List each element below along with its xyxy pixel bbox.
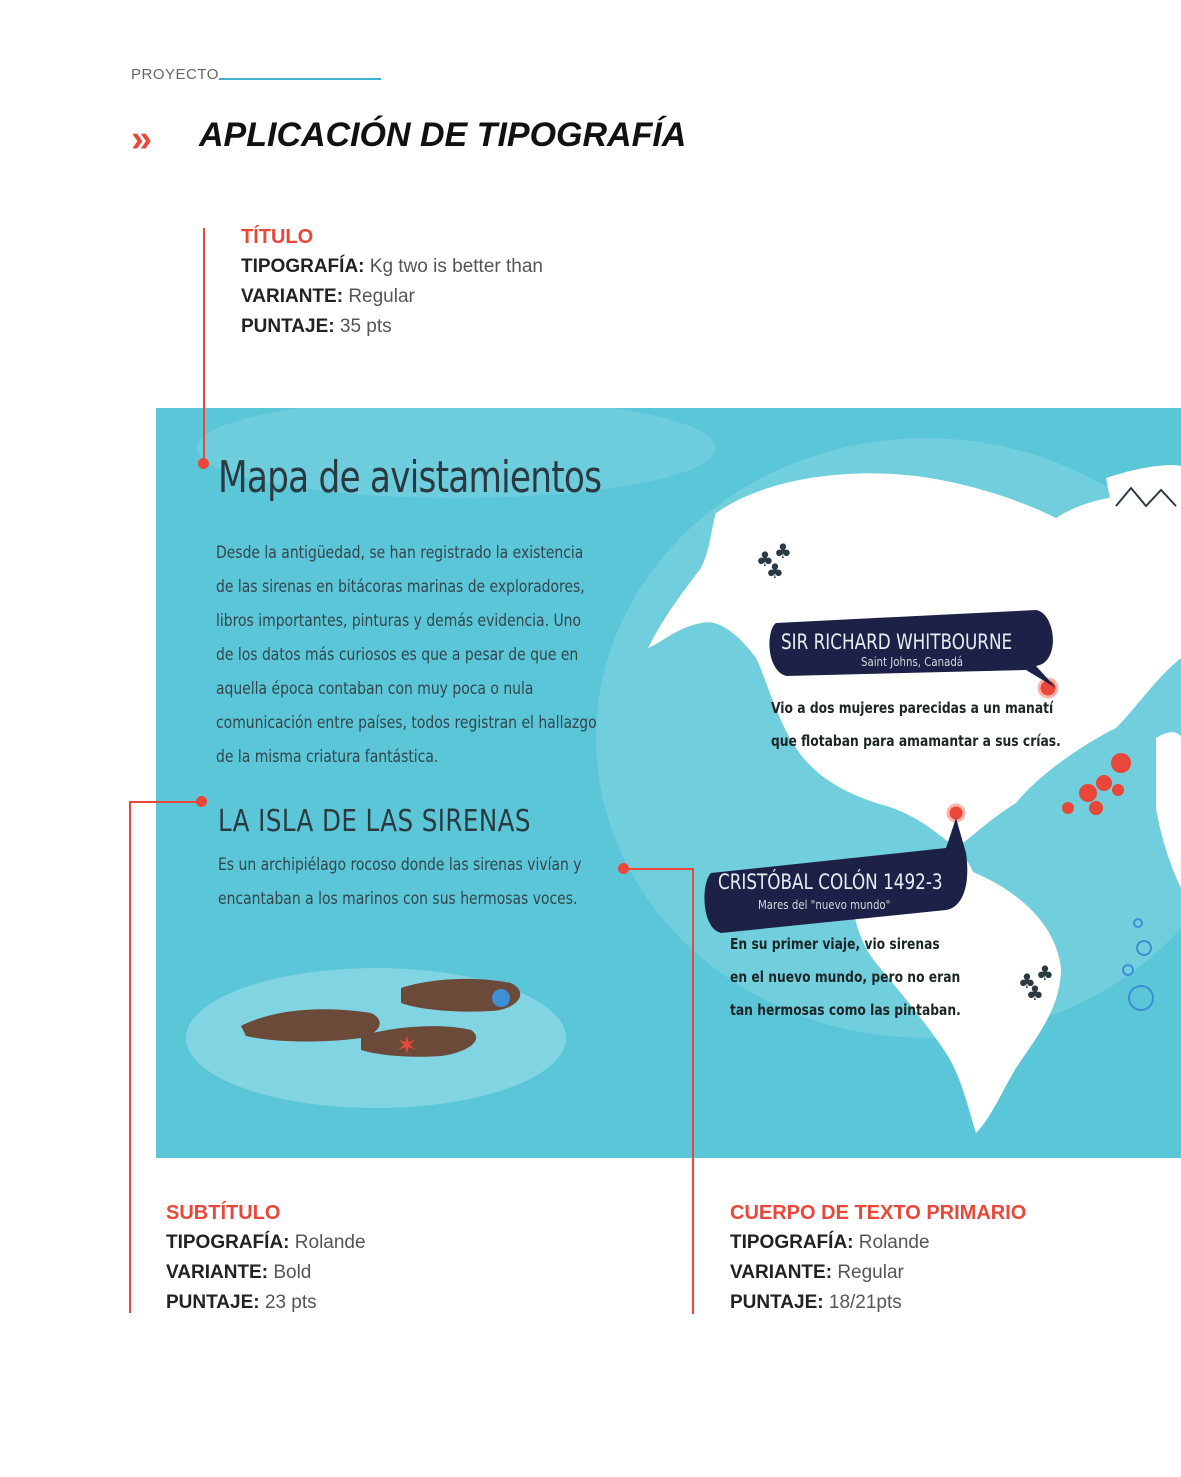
spec-value: Rolande [858,1232,930,1253]
map-subtitle: LA ISLA DE LAS SIRENAS [218,804,531,839]
world-map-graphic [156,408,1181,1158]
spec-subtitulo [166,1198,366,1318]
cuerpo-leader-line [692,868,694,1314]
titulo-leader-line [203,228,205,464]
svg-text:♣: ♣ [1036,961,1054,985]
spec-label: TIPOGRAFÍA: [166,1232,290,1253]
note-line: Vio a dos mujeres parecidas a un manatí [771,699,1054,717]
spec-label: VARIANTE: [166,1262,269,1283]
spec-label: VARIANTE: [241,286,344,307]
svg-text:♣: ♣ [766,559,784,583]
spec-label: PUNTAJE: [166,1292,260,1313]
note-line: que flotaban para amamantar a sus crías. [771,732,1061,750]
subtitulo-leader-dot [196,796,207,807]
svg-text:✶: ✶ [396,1031,418,1061]
map-subtitle-body: Es un archipiélago rocoso donde las sirenas vivían y encantaban a los marinos con sus hermosas voces. [218,855,582,909]
spec-heading: CUERPO DE TEXTO PRIMARIO [730,1202,1027,1224]
svg-text:♣: ♣ [1026,981,1044,1005]
spec-value: 18/21pts [828,1292,902,1313]
spec-label: PUNTAJE: [241,316,335,337]
chevron-double-right-icon: » [131,118,147,160]
spec-cuerpo [730,1198,1026,1318]
map-intro-text: Desde la antigüedad, se han registrado la existencia de las sirenas en bitácoras marinas de exploradores, libros importantes, pinturas y demás evidencia. Uno de los datos más curiosos es que a pesar de que en aquella época contaban con muy poca o nula comunicación entre países, todos registran el hallazgo de la misma criatura fantástica. [216,543,597,767]
note-line: En su primer viaje, vio sirenas [730,935,940,953]
spec-heading: TÍTULO [241,226,314,248]
spec-value: Regular [837,1262,904,1283]
titulo-leader-dot [198,458,209,469]
spec-heading: SUBTÍTULO [166,1202,281,1224]
map-title: Mapa de avistamientos [218,452,602,503]
subtitulo-leader-connector [129,801,200,803]
spec-value: Regular [348,286,415,307]
banner-name: CRISTÓBAL COLÓN 1492-3 [718,870,943,894]
spec-label: TIPOGRAFÍA: [241,256,365,277]
cuerpo-leader-dot [618,863,629,874]
spec-titulo [241,222,543,342]
cuerpo-leader-connector [624,868,694,870]
spec-label: VARIANTE: [730,1262,833,1283]
spec-value: Rolande [294,1232,366,1253]
spec-value: 35 pts [339,316,392,337]
svg-text:♣: ♣ [1018,969,1036,993]
section-kicker: PROYECTO [131,66,219,83]
sighting-note [771,692,1061,758]
svg-text:♣: ♣ [774,539,792,563]
page-title: APLICACIÓN DE TIPOGRAFÍA [199,116,687,154]
spec-value: Kg two is better than [369,256,543,277]
svg-text:♣: ♣ [756,547,774,571]
spec-label: TIPOGRAFÍA: [730,1232,854,1253]
subtitulo-leader-line [129,801,131,1313]
spec-value: 23 pts [264,1292,317,1313]
note-line: tan hermosas como las pintaban. [730,1001,961,1019]
sighting-note [730,928,961,1027]
note-line: en el nuevo mundo, pero no eran [730,968,961,986]
banner-place: Mares del "nuevo mundo" [758,898,891,912]
banner-place: Saint Johns, Canadá [861,655,964,669]
map-illustration [156,408,1181,1158]
spec-label: PUNTAJE: [730,1292,824,1313]
spec-value: Bold [273,1262,312,1283]
kicker-underline [219,78,381,80]
banner-name: SIR RICHARD WHITBOURNE [781,630,1013,654]
